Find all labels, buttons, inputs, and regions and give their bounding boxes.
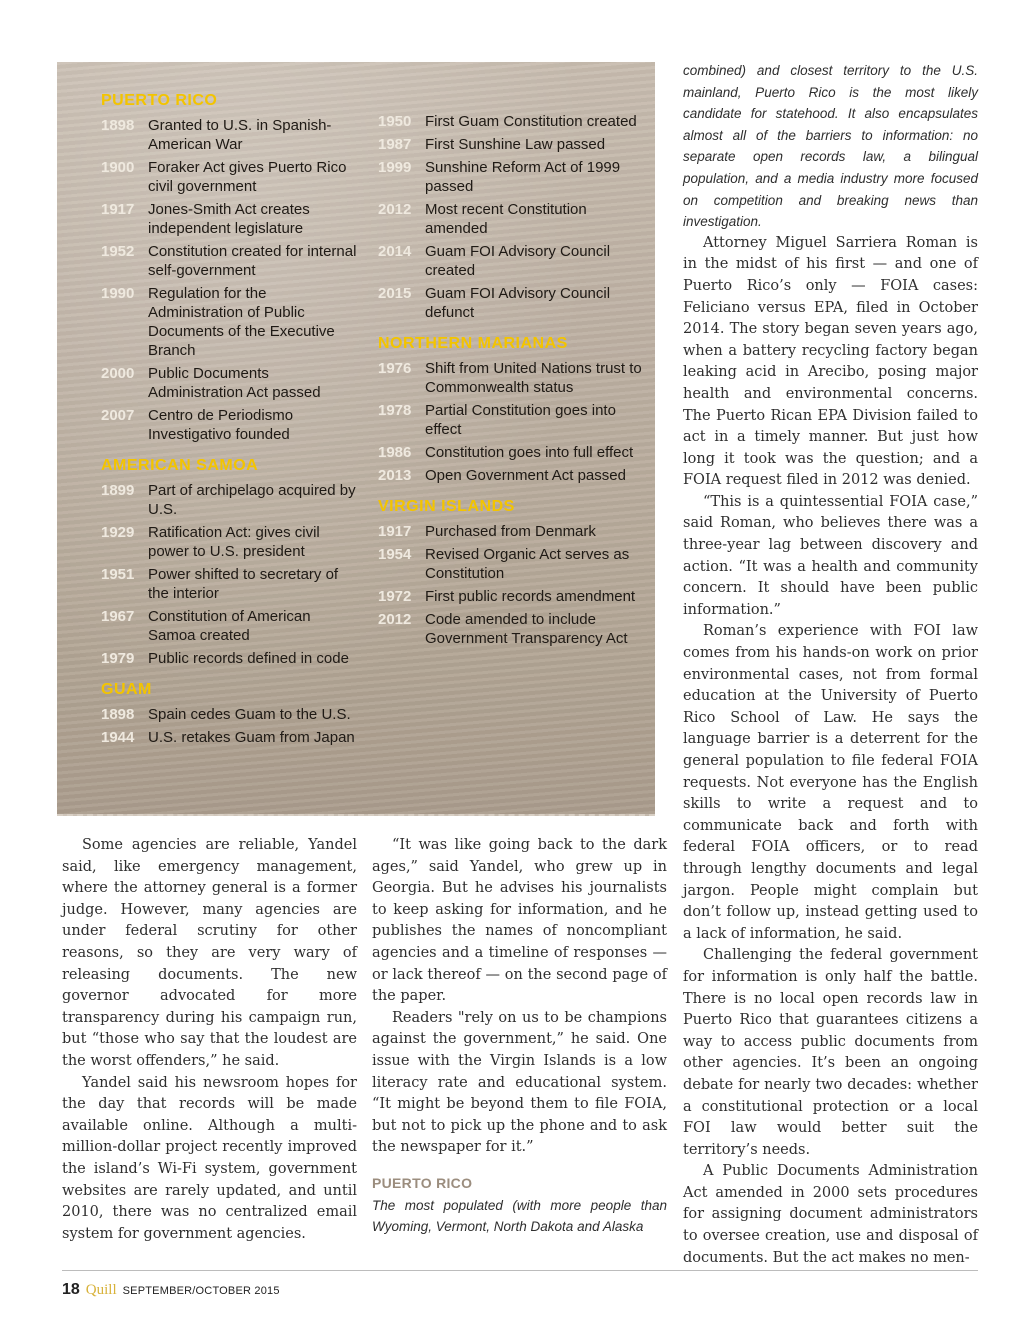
timeline-year: 1954 — [378, 546, 412, 563]
timeline-year: 1917 — [378, 523, 412, 540]
timeline-year: 2012 — [378, 201, 412, 218]
timeline-section-title: AMERICAN SAMOA — [101, 457, 259, 474]
timeline-event: Spain cedes Guam to the U.S. — [148, 706, 351, 723]
timeline-section — [101, 681, 361, 747]
timeline-entry — [101, 242, 361, 280]
timeline-entry — [101, 116, 361, 154]
timeline-entry — [101, 649, 361, 668]
timeline-event: Revised Organic Act serves as Constitution — [425, 546, 630, 582]
page-number: 18 — [62, 1281, 80, 1298]
timeline-entry — [101, 523, 361, 561]
timeline-entry — [101, 364, 361, 402]
timeline-entry — [378, 545, 648, 583]
timeline-year: 1899 — [101, 482, 135, 499]
timeline-event: First public records amendment — [425, 588, 636, 605]
timeline-event: Code amended to include Government Transparency Act — [425, 611, 628, 647]
timeline-section — [101, 457, 361, 668]
timeline-event: First Guam Constitution created — [425, 113, 637, 130]
timeline-entry — [378, 158, 648, 196]
timeline-panel — [57, 62, 655, 816]
timeline-event: Power shifted to secretary of the interior — [148, 566, 339, 602]
timeline-entry — [101, 607, 361, 645]
article-column-1 — [62, 835, 357, 1245]
timeline-year: 2007 — [101, 407, 135, 424]
timeline-event: Constitution of American Samoa created — [148, 608, 311, 644]
timeline-event: Open Government Act passed — [425, 467, 626, 484]
timeline-entry — [378, 610, 648, 648]
timeline-event: Public records defined in code — [148, 650, 349, 667]
timeline-year: 1898 — [101, 706, 135, 723]
timeline-event: Most recent Constitution amended — [425, 201, 587, 237]
timeline-entry — [101, 728, 361, 747]
timeline-entry — [101, 284, 361, 360]
timeline-event: Jones-Smith Act creates independent legislature — [148, 201, 310, 237]
timeline-year: 1986 — [378, 444, 412, 461]
timeline-year: 2012 — [378, 611, 412, 628]
section-heading-puerto-rico: PUERTO RICO — [372, 1174, 473, 1191]
timeline-event: U.S. retakes Guam from Japan — [148, 729, 355, 746]
timeline-section — [101, 92, 361, 444]
section-intro-italic-continued: combined) and closest territory to the U.S. mainland, Puerto Rico is the most likely candidate for statehood. It also encapsulates almost all of the barriers to information: no separate open records law, a bilingual population, and a media industry more focused on competition and breaking news than investigation. — [683, 63, 978, 230]
timeline-entry — [378, 200, 648, 238]
timeline-entry — [101, 406, 361, 444]
timeline-year: 2014 — [378, 243, 412, 260]
timeline-section-title: NORTHERN MARIANAS — [378, 335, 568, 352]
magazine-logo: Quill — [85, 1282, 117, 1298]
timeline-event: Partial Constitution goes into effect — [425, 402, 616, 438]
timeline-event: Centro de Periodismo Investigativo founded — [148, 407, 294, 443]
timeline-event: Granted to U.S. in Spanish-American War — [148, 117, 332, 153]
timeline-event: Shift from United Nations trust to Commonwealth status — [425, 360, 642, 396]
timeline-entry — [101, 481, 361, 519]
timeline-event: Sunshine Reform Act of 1999 passed — [425, 159, 621, 195]
timeline-left-column — [101, 62, 361, 751]
paragraph: “This is a quintessential FOIA case,” said Roman, who believes there was a three-year lag between discovery and action. “It was a health and community concern. It should have been public information.” — [683, 493, 978, 618]
timeline-entry — [378, 135, 648, 154]
timeline-section-title: VIRGIN ISLANDS — [378, 498, 515, 515]
timeline-year: 1929 — [101, 524, 135, 541]
timeline-year: 1944 — [101, 729, 135, 746]
timeline-entry — [378, 522, 648, 541]
timeline-section — [378, 335, 648, 485]
timeline-event: Constitution goes into full effect — [425, 444, 634, 461]
timeline-entry — [101, 200, 361, 238]
article-column-3 — [683, 60, 978, 1269]
timeline-year: 1898 — [101, 117, 135, 134]
timeline-event: Ratification Act: gives civil power to U.S. president — [148, 524, 320, 560]
timeline-event: Guam FOI Advisory Council defunct — [425, 285, 611, 321]
paragraph: Yandel said his newsroom hopes for the day that records will be made available online. Although a multi-million-dollar project recently improved the island’s Wi-Fi system, government websites are rarely updated, and until 2010, there was no centralized email system for government agencies. — [62, 1074, 357, 1242]
timeline-entry — [101, 158, 361, 196]
issue-date: SEPTEMBER/OCTOBER 2015 — [122, 1285, 280, 1297]
timeline-event: Foraker Act gives Puerto Rico civil government — [148, 159, 347, 195]
page-footer — [62, 1281, 280, 1299]
timeline-section-title: PUERTO RICO — [101, 92, 218, 109]
paragraph: Attorney Miguel Sarriera Roman is in the midst of his first — and one of Puerto Rico’s only — FOIA cases: Feliciano versus EPA, filed in October 2014. The story began seven years ago, when a battery recycling factory began leaking acid in Arecibo, posing major health and environmental concerns. The Puerto Rican EPA Division failed to act in a timely manner. But just how long it took was the question; and a FOIA request filed in 2012 was denied. — [683, 234, 978, 489]
timeline-year: 2013 — [378, 467, 412, 484]
timeline-entry — [378, 359, 648, 397]
timeline-year: 1987 — [378, 136, 412, 153]
section-intro-italic: The most populated (with more people than Wyoming, Vermont, North Dakota and Alaska — [372, 1197, 667, 1235]
timeline-year: 2000 — [101, 365, 135, 382]
timeline-year: 1999 — [378, 159, 412, 176]
paragraph: A Public Documents Administration Act amended in 2000 sets procedures for assigning document administrators to oversee creation, use and disposal of documents. But the act makes no men- — [683, 1163, 978, 1266]
timeline-entry — [101, 705, 361, 724]
paragraph: Roman’s experience with FOI law comes from his hands-on work on prior environmental cases, not from formal education at the University of Puerto Rico School of Law. He says the language barrier is a deterrent for the general population to file federal FOIA requests. Not everyone has the English skills to write a request and to communicate back and forth with federal FOIA officers, or to read through lengthy documents and legal jargon. People might complain but don’t follow up, instead getting used to a lack of information, he said. — [683, 623, 978, 942]
timeline-event: Regulation for the Administration of Public Documents of the Executive Branch — [148, 285, 335, 359]
article-column-2 — [372, 835, 667, 1238]
footer-divider — [62, 1270, 978, 1271]
timeline-entry — [378, 587, 648, 606]
timeline-year: 1951 — [101, 566, 135, 583]
timeline-year: 1900 — [101, 159, 135, 176]
paragraph: Some agencies are reliable, Yandel said, like emergency management, where the attorney general is a former judge. However, many agencies are under federal scrutiny for other reasons, so they are very wary of releasing documents. The new governor advocated for more transparency during his campaign run, but “those who say that the loudest are the worst offenders,” he said. — [62, 837, 357, 1069]
timeline-year: 1950 — [378, 113, 412, 130]
timeline-event: Guam FOI Advisory Council created — [425, 243, 611, 279]
timeline-entry — [378, 466, 648, 485]
timeline-event: Constitution created for internal self-government — [148, 243, 357, 279]
paragraph: Challenging the federal government for information is only half the battle. There is no local open records law in Puerto Rico that guarantees citizens a way to access public documents from other agencies. It’s been an ongoing debate for nearly two decades: whether a constitutional protection or a local FOI law would better suit the territory’s needs. — [683, 947, 978, 1158]
timeline-section — [378, 498, 648, 648]
timeline-entry — [378, 112, 648, 131]
timeline-event: Purchased from Denmark — [425, 523, 596, 540]
timeline-entry — [101, 565, 361, 603]
timeline-event: Public Documents Administration Act passed — [148, 365, 321, 401]
timeline-event: Part of archipelago acquired by U.S. — [148, 482, 356, 518]
timeline-section — [378, 112, 648, 322]
paragraph: Readers "rely on us to be champions against the government,” he said. One issue with the Virgin Islands is a low literacy rate and educational system. “It might be beyond them to file FOIA, but not to pick up the phone and to ask the newspaper for it.” — [372, 1009, 667, 1156]
timeline-year: 1979 — [101, 650, 135, 667]
timeline-event: First Sunshine Law passed — [425, 136, 606, 153]
timeline-entry — [378, 401, 648, 439]
timeline-section-title: GUAM — [101, 681, 152, 698]
timeline-year: 1976 — [378, 360, 412, 377]
timeline-entry — [378, 443, 648, 462]
timeline-year: 2015 — [378, 285, 412, 302]
timeline-year: 1952 — [101, 243, 135, 260]
timeline-year: 1917 — [101, 201, 135, 218]
timeline-year: 1972 — [378, 588, 412, 605]
timeline-year: 1990 — [101, 285, 135, 302]
paragraph: “It was like going back to the dark ages,” said Yandel, who grew up in Georgia. But he advises his journalists to keep asking for information, and he publishes the names of noncompliant agencies and a timeline of responses — or lack thereof — on the second page of the paper. — [372, 837, 667, 1005]
timeline-entry — [378, 284, 648, 322]
timeline-year: 1978 — [378, 402, 412, 419]
timeline-entry — [378, 242, 648, 280]
timeline-year: 1967 — [101, 608, 135, 625]
timeline-right-column — [378, 62, 648, 652]
